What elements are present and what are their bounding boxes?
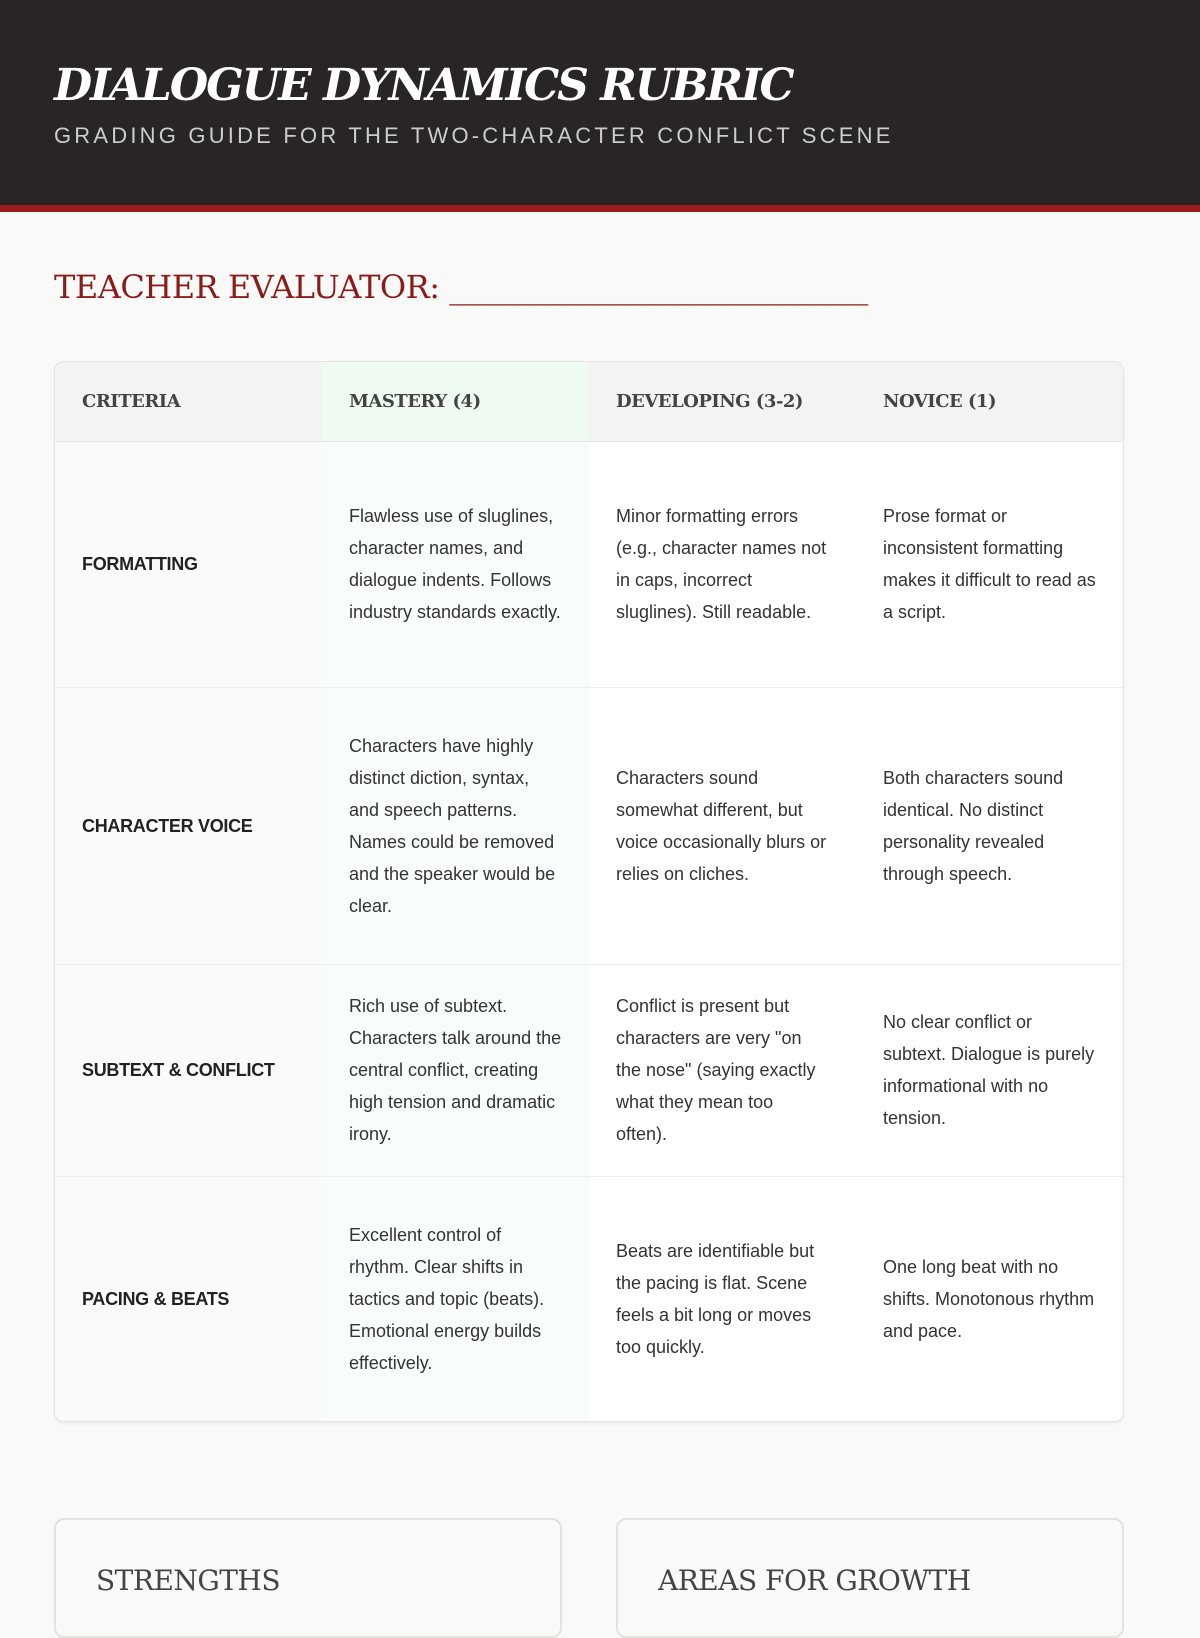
novice-cell: No clear conflict or subtext. Dialogue is purely informational with no tension.: [856, 964, 1123, 1176]
teacher-evaluator-field: [54, 268, 868, 306]
mastery-cell: Excellent control of rhythm. Clear shifts in tactics and topic (beats). Emotional energy builds effectively.: [322, 1176, 589, 1421]
table-row: [55, 441, 1123, 687]
novice-cell: One long beat with no shifts. Monotonous rhythm and pace.: [883, 1256, 1095, 1341]
criteria-cell: PACING & BEATS: [55, 1176, 322, 1421]
areas-for-growth-heading: AREAS FOR GROWTH: [658, 1564, 971, 1597]
page-title: DIALOGUE DYNAMICS RUBRIC: [54, 60, 793, 111]
criteria-cell: SUBTEXT & CONFLICT: [55, 964, 322, 1176]
table-row: [55, 964, 1123, 1176]
evaluator-label: TEACHER EVALUATOR:: [54, 268, 440, 306]
mastery-cell: Flawless use of sluglines, character names, and dialogue indents. Follows industry standards exactly.: [322, 441, 589, 687]
strengths-heading: STRENGTHS: [96, 1564, 281, 1597]
table-row: [55, 1176, 1123, 1421]
criteria-cell: CHARACTER VOICE: [55, 687, 322, 964]
page-header: [0, 0, 1200, 212]
column-header-novice: NOVICE (1): [856, 362, 1123, 441]
mastery-cell: Rich use of subtext. Characters talk around the central conflict, creating high tension and dramatic irony.: [322, 964, 589, 1176]
mastery-cell: Characters have highly distinct diction, syntax, and speech patterns. Names could be removed and the speaker would be clear.: [322, 687, 589, 964]
developing-cell: Conflict is present but characters are very "on the nose" (saying exactly what they mean too often).: [589, 964, 856, 1176]
table-row: [55, 687, 1123, 964]
column-header-criteria: CRITERIA: [55, 362, 322, 441]
developing-cell: Minor formatting errors (e.g., character names not in caps, incorrect sluglines). Still readable.: [589, 441, 856, 687]
developing-cell: Beats are identifiable but the pacing is flat. Scene feels a bit long or moves too quickly.: [616, 1240, 815, 1357]
evaluator-blank[interactable]: ___________________________: [449, 268, 868, 306]
rubric-table: [54, 361, 1124, 1422]
developing-cell: Characters sound somewhat different, but voice occasionally blurs or relies on cliches.: [589, 687, 856, 964]
column-header-developing: DEVELOPING (3-2): [589, 362, 856, 441]
page-subtitle: GRADING GUIDE FOR THE TWO-CHARACTER CONFLICT SCENE: [54, 123, 894, 148]
column-header-mastery: MASTERY (4): [322, 362, 589, 441]
novice-cell: Prose format or inconsistent formatting makes it difficult to read as a script.: [856, 441, 1123, 687]
table-header-row: [55, 362, 1123, 441]
novice-cell: Both characters sound identical. No distinct personality revealed through speech.: [856, 687, 1123, 964]
criteria-cell: FORMATTING: [55, 441, 322, 687]
areas-for-growth-box[interactable]: [616, 1518, 1124, 1638]
strengths-box[interactable]: [54, 1518, 562, 1638]
